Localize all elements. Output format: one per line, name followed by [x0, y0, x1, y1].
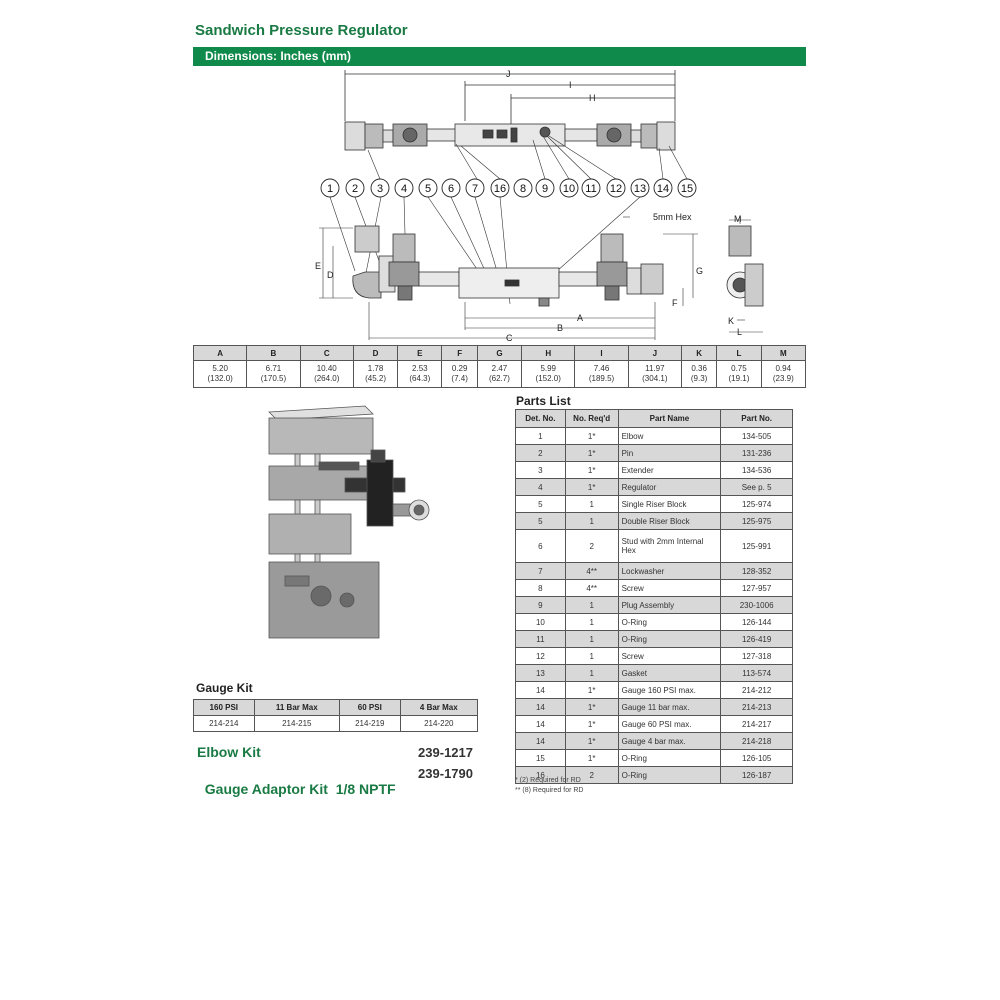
parts-list-table — [515, 409, 793, 784]
dim-cell: 2.47 (62.7) — [477, 361, 521, 388]
dim-header: E — [398, 346, 442, 361]
table-row — [516, 580, 793, 597]
det-no-cell: 11 — [516, 631, 566, 648]
gauge-cell: 214-215 — [254, 716, 339, 732]
part-name-cell: O-Ring — [618, 767, 721, 784]
parts-body — [516, 428, 793, 784]
dim-d-label: D — [327, 270, 334, 280]
part-name-cell: Elbow — [618, 428, 721, 445]
det-no-cell: 14 — [516, 682, 566, 699]
gauge-value-row — [194, 716, 478, 732]
qty-cell: 1* — [565, 445, 618, 462]
table-row — [516, 462, 793, 479]
det-no-cell: 14 — [516, 716, 566, 733]
part-no-cell: 128-352 — [721, 563, 793, 580]
dim-cell: 5.99 (152.0) — [522, 361, 575, 388]
part-no-cell: 230-1006 — [721, 597, 793, 614]
parts-header: Det. No. — [516, 410, 566, 428]
part-no-cell: 214-212 — [721, 682, 793, 699]
qty-cell: 1 — [565, 648, 618, 665]
dim-header: A — [194, 346, 247, 361]
qty-cell: 1* — [565, 479, 618, 496]
part-no-cell: 214-217 — [721, 716, 793, 733]
callout-12: 12 — [609, 183, 623, 195]
table-row — [516, 513, 793, 530]
callout-7: 7 — [471, 183, 479, 195]
qty-cell: 2 — [565, 530, 618, 563]
footnote: ** (8) Required for RD — [515, 787, 584, 794]
callout-2: 2 — [351, 183, 359, 195]
qty-cell: 4** — [565, 563, 618, 580]
dim-e-label: E — [315, 261, 322, 271]
callout-10: 10 — [562, 183, 576, 195]
page-title: Sandwich Pressure Regulator — [195, 22, 408, 39]
dim-cell: 0.29 (7.4) — [442, 361, 477, 388]
gauge-cell: 214-214 — [194, 716, 255, 732]
part-name-cell: O-Ring — [618, 631, 721, 648]
qty-cell: 1* — [565, 462, 618, 479]
dimension-drawing — [193, 66, 806, 344]
qty-cell: 1 — [565, 496, 618, 513]
det-no-cell: 14 — [516, 733, 566, 750]
det-no-cell: 5 — [516, 496, 566, 513]
part-no-cell: 125-975 — [721, 513, 793, 530]
det-no-cell: 16 — [516, 767, 566, 784]
part-name-cell: Gauge 11 bar max. — [618, 699, 721, 716]
table-row — [516, 597, 793, 614]
callout-8: 8 — [519, 183, 527, 195]
part-name-cell: Regulator — [618, 479, 721, 496]
dim-header: J — [628, 346, 681, 361]
table-row — [516, 479, 793, 496]
part-no-cell: 127-318 — [721, 648, 793, 665]
dim-cell: 10.40 (264.0) — [300, 361, 353, 388]
gauge-cell: 214-219 — [340, 716, 401, 732]
dim-m-label: M — [734, 214, 742, 224]
det-no-cell: 3 — [516, 462, 566, 479]
kit-number: 239-1217 — [418, 745, 473, 760]
part-name-cell: O-Ring — [618, 614, 721, 631]
det-no-cell: 5 — [516, 513, 566, 530]
part-no-cell: 127-957 — [721, 580, 793, 597]
table-row — [516, 496, 793, 513]
callout-13: 13 — [633, 183, 647, 195]
dim-header: F — [442, 346, 477, 361]
det-no-cell: 15 — [516, 750, 566, 767]
det-no-cell: 14 — [516, 699, 566, 716]
parts-footnotes — [515, 776, 583, 796]
section-bar — [193, 47, 806, 66]
gauge-header: 4 Bar Max — [400, 700, 477, 716]
parts-list-title: Parts List — [516, 394, 571, 408]
part-name-cell: Gauge 60 PSI max. — [618, 716, 721, 733]
qty-cell: 4** — [565, 580, 618, 597]
part-no-cell: 125-991 — [721, 530, 793, 563]
dim-l-label: L — [737, 327, 743, 337]
part-name-cell: Plug Assembly — [618, 597, 721, 614]
qty-cell: 1* — [565, 733, 618, 750]
qty-cell: 1 — [565, 665, 618, 682]
part-name-cell: Screw — [618, 580, 721, 597]
qty-cell: 1* — [565, 750, 618, 767]
part-name-cell: Gauge 160 PSI max. — [618, 682, 721, 699]
dim-cell: 5.20 (132.0) — [194, 361, 247, 388]
table-row — [516, 563, 793, 580]
callout-15: 15 — [680, 183, 694, 195]
kit-name: Elbow Kit — [197, 744, 261, 760]
parts-header: No. Req'd — [565, 410, 618, 428]
det-no-cell: 6 — [516, 530, 566, 563]
callout-14: 14 — [656, 183, 670, 195]
table-row — [516, 614, 793, 631]
dim-c-label: C — [506, 333, 513, 343]
gauge-kit-title: Gauge Kit — [196, 681, 253, 695]
part-no-cell: 131-236 — [721, 445, 793, 462]
det-no-cell: 9 — [516, 597, 566, 614]
dim-cell: 7.46 (189.5) — [575, 361, 628, 388]
kit-number: 239-1790 — [418, 766, 473, 781]
product-photo — [255, 400, 485, 650]
part-no-cell: 113-574 — [721, 665, 793, 682]
dim-header: K — [681, 346, 716, 361]
dim-g-label: G — [696, 266, 704, 276]
table-row — [516, 716, 793, 733]
part-no-cell: See p. 5 — [721, 479, 793, 496]
dim-header: I — [575, 346, 628, 361]
table-row — [516, 750, 793, 767]
dim-header: C — [300, 346, 353, 361]
table-row — [516, 733, 793, 750]
table-row — [516, 631, 793, 648]
part-no-cell: 214-218 — [721, 733, 793, 750]
table-row — [516, 699, 793, 716]
det-no-cell: 10 — [516, 614, 566, 631]
part-no-cell: 134-505 — [721, 428, 793, 445]
callout-4: 4 — [400, 183, 408, 195]
parts-header-row — [516, 410, 793, 428]
elbow-kit — [197, 744, 477, 760]
callout-9: 9 — [541, 183, 549, 195]
dim-header: L — [717, 346, 761, 361]
hex-label: 5mm Hex — [653, 212, 692, 222]
part-name-cell: Screw — [618, 648, 721, 665]
dim-h-label: H — [589, 93, 596, 103]
part-name-cell: O-Ring — [618, 750, 721, 767]
qty-cell: 1* — [565, 699, 618, 716]
part-name-cell: Stud with 2mm Internal Hex — [618, 530, 721, 563]
gauge-kit-table — [193, 699, 478, 732]
callout-5: 5 — [424, 183, 432, 195]
det-no-cell: 7 — [516, 563, 566, 580]
dim-cell: 2.53 (64.3) — [398, 361, 442, 388]
qty-cell: 1* — [565, 428, 618, 445]
gauge-header: 160 PSI — [194, 700, 255, 716]
gauge-adaptor-kit — [197, 765, 477, 813]
table-row — [516, 665, 793, 682]
footnote: * (2) Required for RD — [515, 777, 581, 784]
dimensions-table — [193, 345, 806, 388]
part-no-cell: 214-213 — [721, 699, 793, 716]
dimensions-header-row — [194, 346, 806, 361]
gauge-cell: 214-220 — [400, 716, 477, 732]
part-no-cell: 125-974 — [721, 496, 793, 513]
dim-cell: 0.94 (23.9) — [761, 361, 805, 388]
det-no-cell: 1 — [516, 428, 566, 445]
table-row — [516, 682, 793, 699]
part-no-cell: 126-105 — [721, 750, 793, 767]
gauge-header: 11 Bar Max — [254, 700, 339, 716]
qty-cell: 1* — [565, 682, 618, 699]
dim-k-label: K — [728, 316, 735, 326]
part-name-cell: Gasket — [618, 665, 721, 682]
det-no-cell: 2 — [516, 445, 566, 462]
part-name-cell: Pin — [618, 445, 721, 462]
table-row — [516, 530, 793, 563]
table-row — [516, 648, 793, 665]
qty-cell: 1 — [565, 597, 618, 614]
table-row — [516, 445, 793, 462]
dim-cell: 0.36 (9.3) — [681, 361, 716, 388]
det-no-cell: 8 — [516, 580, 566, 597]
det-no-cell: 4 — [516, 479, 566, 496]
det-no-cell: 12 — [516, 648, 566, 665]
part-name-cell: Single Riser Block — [618, 496, 721, 513]
part-name-cell: Double Riser Block — [618, 513, 721, 530]
part-no-cell: 126-187 — [721, 767, 793, 784]
table-row — [516, 428, 793, 445]
dim-b-label: B — [557, 323, 564, 333]
dim-cell: 0.75 (19.1) — [717, 361, 761, 388]
callout-1: 1 — [326, 183, 334, 195]
parts-header: Part Name — [618, 410, 721, 428]
dim-cell: 6.71 (170.5) — [247, 361, 300, 388]
dim-cell: 1.78 (45.2) — [353, 361, 397, 388]
section-bar-label: Dimensions: Inches (mm) — [205, 49, 352, 63]
dim-cell: 11.97 (304.1) — [628, 361, 681, 388]
dim-a-label: A — [577, 313, 584, 323]
dim-i-label: I — [569, 80, 572, 90]
dim-header: H — [522, 346, 575, 361]
part-no-cell: 126-144 — [721, 614, 793, 631]
qty-cell: 1 — [565, 614, 618, 631]
part-name-cell: Lockwasher — [618, 563, 721, 580]
callout-16: 16 — [493, 183, 507, 195]
qty-cell: 1* — [565, 716, 618, 733]
qty-cell: 1 — [565, 631, 618, 648]
qty-cell: 1 — [565, 513, 618, 530]
part-name-cell: Gauge 4 bar max. — [618, 733, 721, 750]
dim-header: G — [477, 346, 521, 361]
callout-3: 3 — [376, 183, 384, 195]
parts-header: Part No. — [721, 410, 793, 428]
det-no-cell: 13 — [516, 665, 566, 682]
dim-j-label: J — [506, 69, 511, 79]
dim-header: D — [353, 346, 397, 361]
part-name-cell: Extender — [618, 462, 721, 479]
part-no-cell: 126-419 — [721, 631, 793, 648]
gauge-header: 60 PSI — [340, 700, 401, 716]
callout-11: 11 — [585, 183, 597, 195]
kit-name: Gauge Adaptor Kit 1/8 NPTF — [204, 781, 396, 797]
qty-cell: 2 — [565, 767, 618, 784]
dim-header: M — [761, 346, 805, 361]
callout-6: 6 — [447, 183, 455, 195]
part-no-cell: 134-536 — [721, 462, 793, 479]
dimensions-value-row — [194, 361, 806, 388]
dim-f-label: F — [672, 298, 678, 308]
gauge-header-row — [194, 700, 478, 716]
dim-header: B — [247, 346, 300, 361]
